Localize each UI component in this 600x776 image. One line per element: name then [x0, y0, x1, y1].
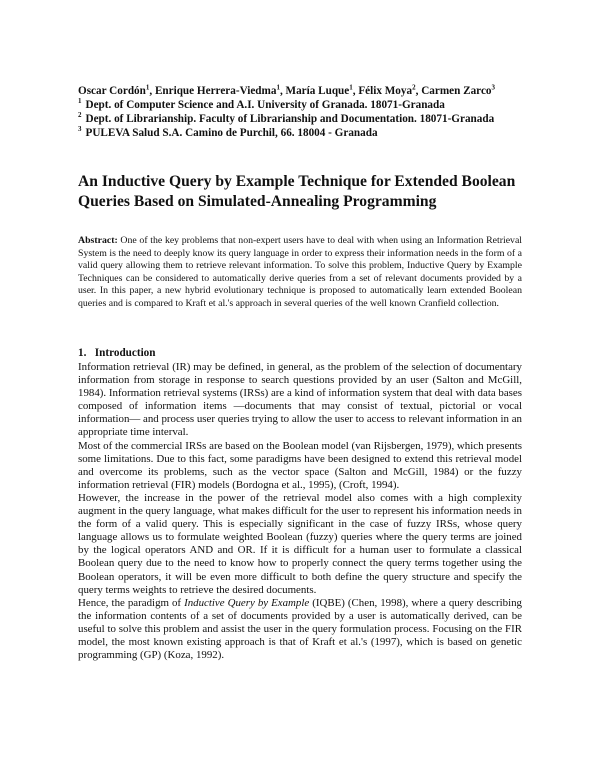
affiliation-2: $^2$ Dept. of Librarianship. Faculty of Librarianship and Documentation. 18071-Granada [78, 111, 495, 125]
paragraph: However, the increase in the power of the retrieval model also comes with a high complexity augment in the query language, what makes difficult for the user to represent his information needs in the form of a valid query. This is especially significant in the case of fuzzy IRSs, whose query language allows us to formulate weighted Boolean (fuzzy) queries where the query terms are joined by the logical operators AND and OR. If it is difficult for a human user to formulate a classical Boolean query due to the need to know how to properly connect the query terms together using the Boolean operators, it will be even more difficult to both define the query structure and specify the query terms weights to retrieve the desired documents. [78, 491, 522, 596]
author-name: Félix Moya [358, 85, 413, 97]
affiliation-marker: 1 [276, 83, 280, 92]
paragraph: Most of the commercial IRSs are based on the Boolean model (van Rijsbergen, 1979), which presents some limitations. Due to this fact, some paradigms have been designed to extend this retrieval model and overcome its problems, such as the vector space (Salton and McGill, 1984) or the fuzzy information retrieval (FIR) models (Bordogna et al., 1995), (Croft, 1994). [78, 439, 522, 491]
introduction-body [78, 361, 522, 662]
affiliation-marker: 2 [412, 83, 416, 92]
author-name: Carmen Zarco [421, 85, 492, 97]
paragraph: Information retrieval (IR) may be defined, in general, as the problem of the selection of documentary information from storage in response to search questions provided by an user (Salton and McGill, 1984). Information retrieval systems (IRSs) are a kind of information system that deal with data bases composed of information items —documents that may consist of textual, pictorial or vocal information— and process user queries trying to allow the user to access to relevant information in an appropriate time interval. [78, 361, 522, 439]
affiliation-marker: 3 [491, 83, 496, 92]
author-name: Oscar Cordón [78, 85, 146, 97]
affiliation-marker: 1 [349, 83, 353, 92]
affiliation-1: $^1$ Dept. of Computer Science and A.I. University of Granada. 18071-Granada [78, 97, 445, 111]
abstract [78, 235, 522, 310]
abstract-text: One of the key problems that non-expert users have to deal with when using an Information Retrieval System is the need to deeply know its query language in order to express their information needs in the form of a valid query allowing them to retrieve relevant information. To solve this problem, Inductive Query by Example Techniques can be considered to automatically derive queries from a set of relevant documents provided by a user. In this paper, a new hybrid evolutionary technique is proposed to automatically learn extended Boolean queries and is compared to Kraft et al.'s approach in several queries of the well known Cranfield collection. [78, 235, 523, 309]
affiliation-marker: 1 [145, 83, 150, 92]
section-heading-introduction: 1. Introduction [78, 347, 156, 359]
paragraph: Hence, the paradigm of Inductive Query by Example (IQBE) (Chen, 1998), where a query describing the information contents of a set of documents provided by a user is automatically derived, can be useful to solve this problem and assist the user in the query formulation process. Focusing on the FIR model, the most known existing approach is that of Kraft et al.'s (1997), which is based on genetic programming (GP) (Koza, 1992). [78, 596, 522, 662]
author-name: Enrique Herrera-Viedma [154, 85, 277, 97]
iqbe-term: Inductive Query by Example [184, 596, 310, 609]
author-name: María Luque [285, 85, 350, 97]
affiliation-3: $^3$ PULEVA Salud S.A. Camino de Purchil, 66. 18004 - Granada [78, 125, 378, 139]
author-block [78, 84, 548, 140]
author-list: Oscar Cordón$^1$, Enrique Herrera-Viedma$^1$, María Luque$^1$, Félix Moya$^2$, Carmen Zarco$^3$ [78, 83, 496, 97]
paper-title: An Inductive Query by Example Technique for Extended Boolean Queries Based on Simulated-Annealing Programming [78, 173, 516, 210]
abstract-label: Abstract: [78, 235, 118, 246]
